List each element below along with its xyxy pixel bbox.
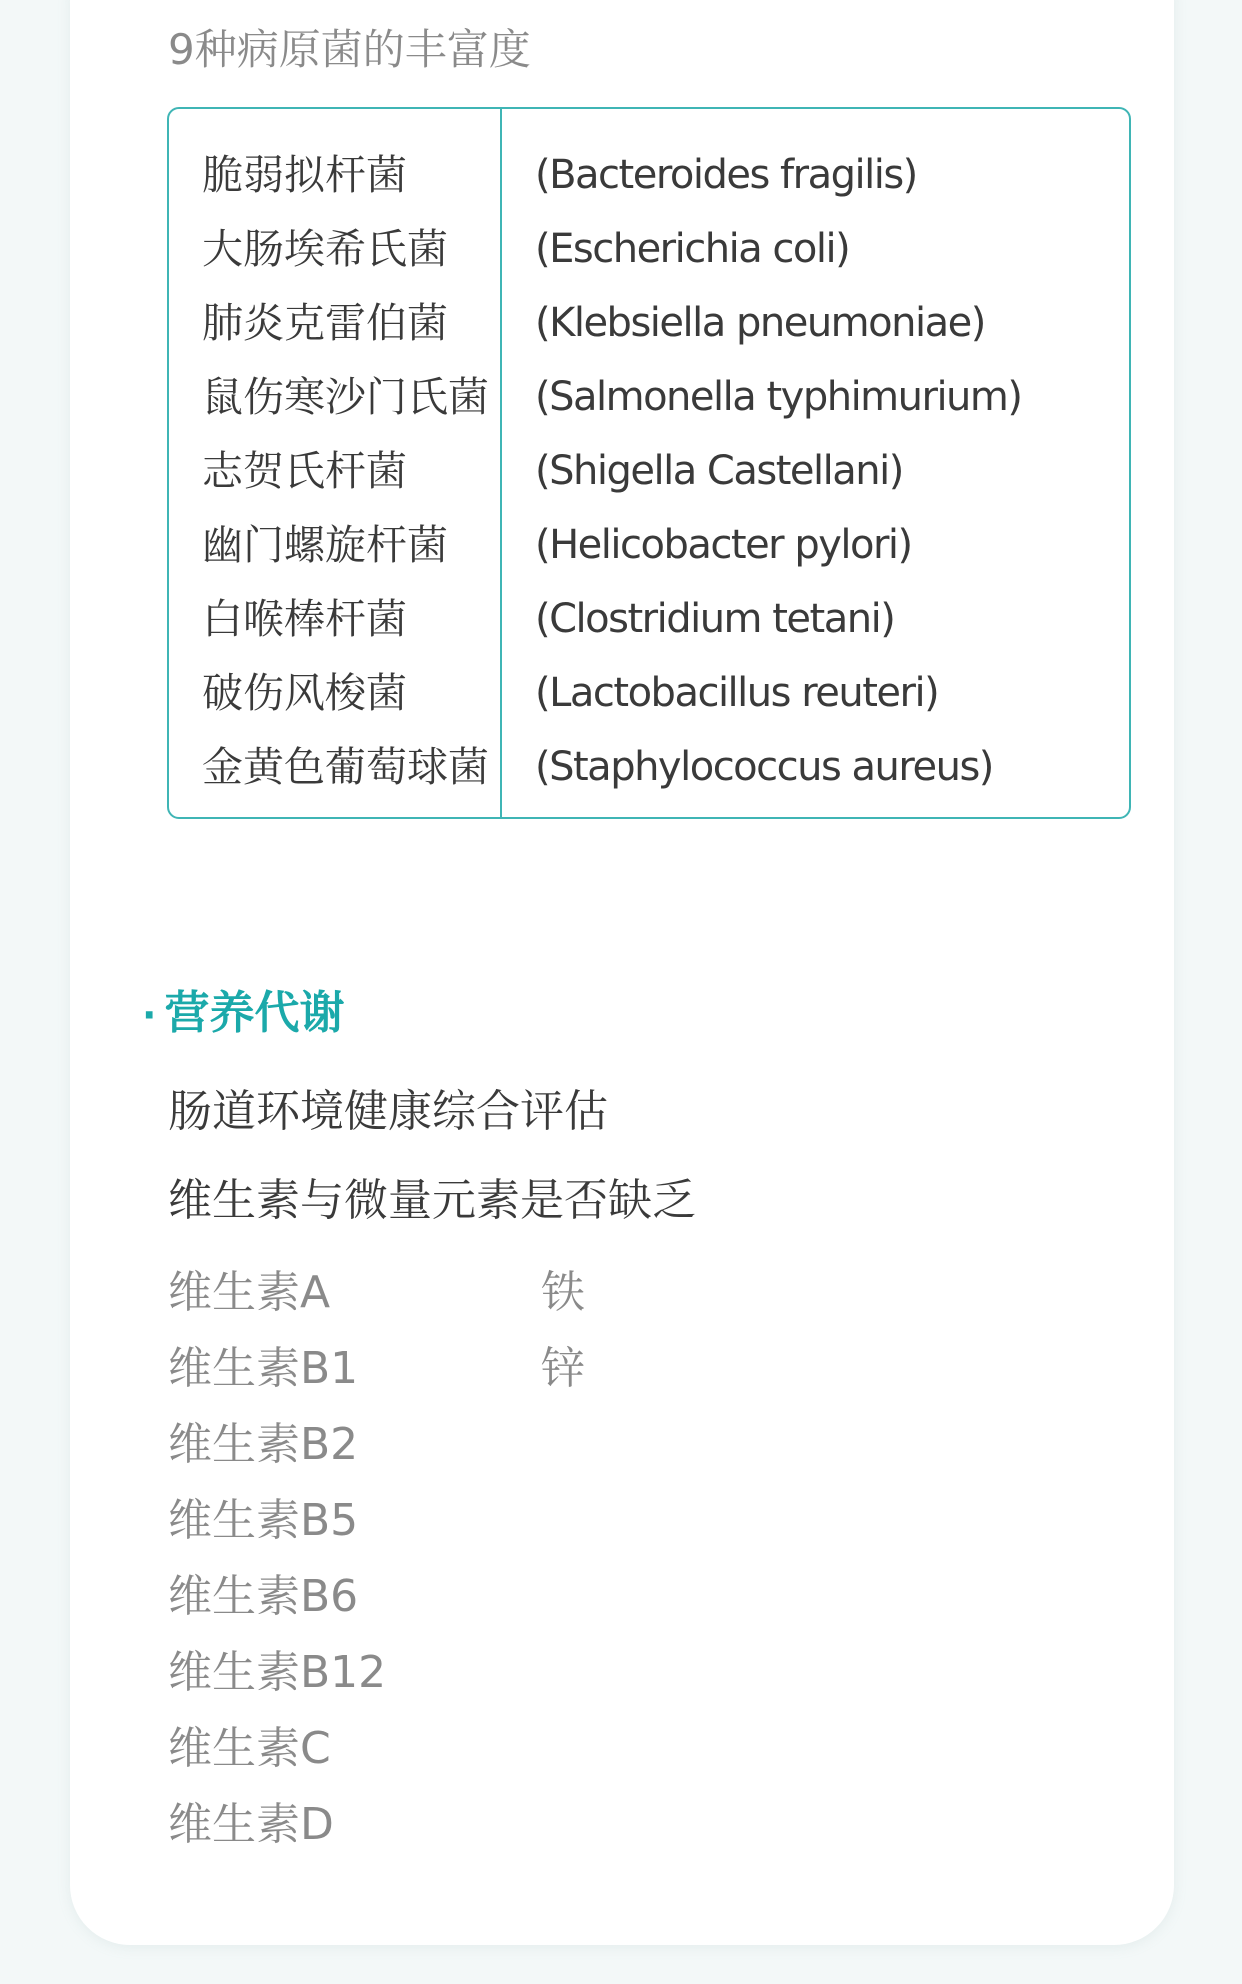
pathogen-cn-name: 白喉棒杆菌 [202, 595, 407, 643]
pathogen-latin-name: (Shigella Castellani) [535, 448, 903, 494]
pathogen-latin-column [502, 109, 1129, 817]
pathogen-cn-name: 大肠埃希氏菌 [202, 225, 448, 273]
vitamin-item: 维生素B6 [168, 1571, 359, 1622]
pathogen-cn-name: 金黄色葡萄球菌 [202, 743, 489, 791]
mineral-item: 铁 [541, 1267, 585, 1318]
nutrition-heading-text: 营养代谢 [164, 986, 345, 1039]
pathogen-latin-name: (Clostridium tetani) [535, 596, 895, 642]
nutrition-heading [142, 978, 344, 1050]
vitamin-item: 维生素B1 [168, 1343, 359, 1394]
pathogen-cn-name: 肺炎克雷伯菌 [202, 299, 448, 347]
vitamin-item: 维生素C [168, 1723, 331, 1774]
vitamin-item: 维生素B2 [168, 1419, 359, 1470]
vitamin-item: 维生素B12 [168, 1647, 387, 1698]
pathogen-latin-name: (Lactobacillus reuteri) [535, 670, 939, 716]
pathogen-latin-name: (Bacteroides fragilis) [535, 152, 917, 198]
vitamin-item: 维生素D [168, 1799, 334, 1850]
pathogen-cn-name: 破伤风梭菌 [202, 669, 407, 717]
pathogen-cn-name: 幽门螺旋杆菌 [202, 521, 448, 569]
pathogen-latin-name: (Salmonella typhimurium) [535, 374, 1022, 420]
pathogen-cn-name: 脆弱拟杆菌 [202, 151, 407, 199]
mineral-list [541, 1255, 585, 1407]
vitamin-item: 维生素B5 [168, 1495, 359, 1546]
pathogen-latin-name: (Escherichia coli) [535, 226, 850, 272]
nutrition-description-2: 维生素与微量元素是否缺乏 [168, 1175, 696, 1226]
bullet-dot-icon: · [142, 993, 157, 1037]
pathogen-cn-name: 鼠伤寒沙门氏菌 [202, 373, 489, 421]
pathogen-section-label: 9种病原菌的丰富度 [168, 25, 531, 74]
pathogen-chinese-column [169, 109, 502, 817]
pathogen-table [167, 107, 1131, 819]
mineral-item: 锌 [541, 1343, 585, 1394]
vitamin-item: 维生素A [168, 1267, 331, 1318]
vitamin-list [168, 1255, 386, 1863]
pathogen-latin-name: (Staphylococcus aureus) [535, 744, 993, 790]
nutrition-description-1: 肠道环境健康综合评估 [168, 1086, 608, 1137]
pathogen-latin-name: (Helicobacter pylori) [535, 522, 912, 568]
pathogen-latin-name: (Klebsiella pneumoniae) [535, 300, 985, 346]
pathogen-cn-name: 志贺氏杆菌 [202, 447, 407, 495]
